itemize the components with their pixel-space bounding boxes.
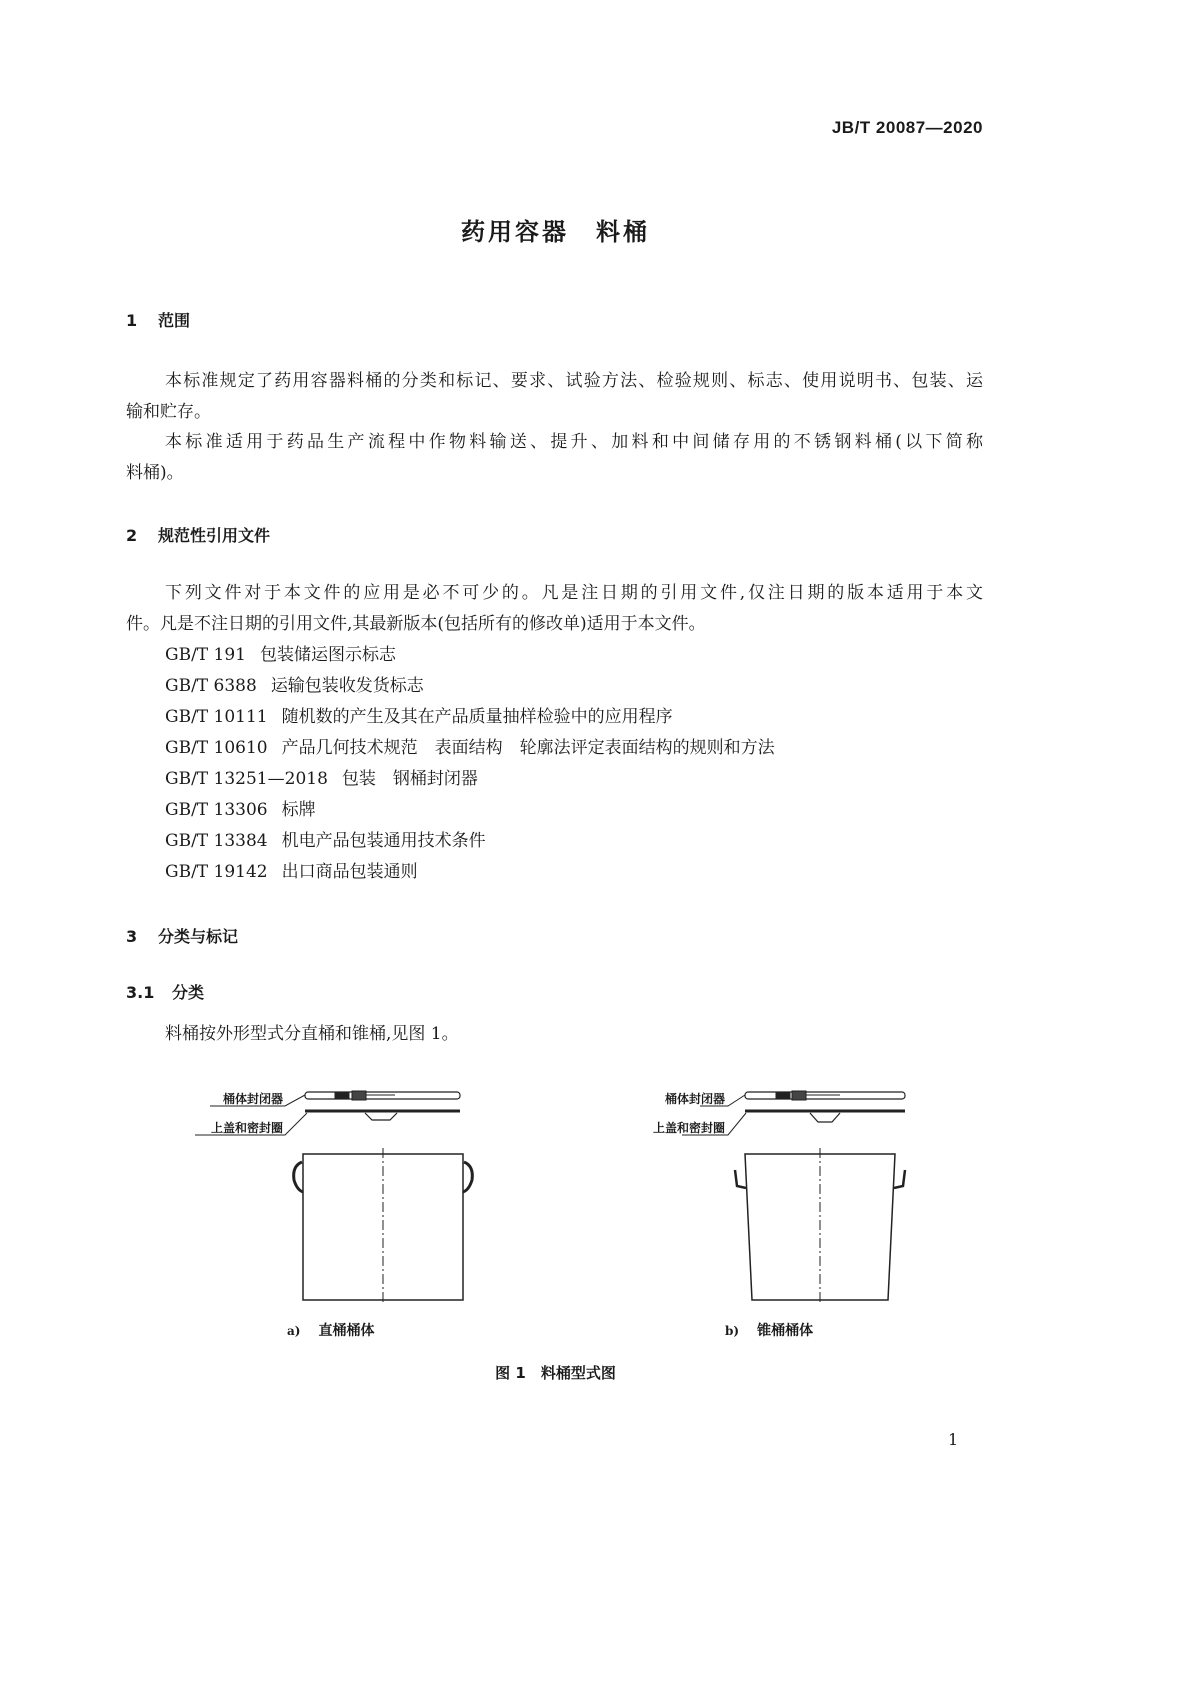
reference-item <box>165 857 418 888</box>
ref-code: GB/T 6388 <box>165 676 257 696</box>
ref-title: 产品几何技术规范 表面结构 轮廓法评定表面结构的规则和方法 <box>281 738 775 758</box>
document-title: 药用容器 料桶 <box>461 218 650 246</box>
ref-code: GB/T 10111 <box>165 707 268 727</box>
ref-title: 运输包装收发货标志 <box>270 676 424 696</box>
subfigure-caption: 直桶桶体 <box>318 1323 375 1339</box>
reference-item <box>165 640 396 671</box>
ref-title: 包装 钢桶封闭器 <box>341 769 478 789</box>
ref-code: GB/T 191 <box>165 645 246 665</box>
subfigure-a-caption <box>287 1320 374 1340</box>
figure-bucket-drawings <box>0 1070 1191 1320</box>
ref-title: 机电产品包装通用技术条件 <box>281 831 486 851</box>
label-lid-and-seal: 上盖和密封圈 <box>210 1121 283 1135</box>
paragraph-line: 输和贮存。 <box>126 402 211 422</box>
reference-item <box>165 795 316 826</box>
paragraph-line: 件。凡是不注日期的引用文件,其最新版本(包括所有的修改单)适用于本文件。 <box>126 614 706 634</box>
subfigure-tag: a) <box>287 1324 301 1338</box>
section-number: 2 <box>126 526 138 545</box>
section-3-heading <box>126 924 238 947</box>
section-title: 规范性引用文件 <box>158 526 271 545</box>
section-title: 范围 <box>158 311 191 330</box>
ref-title: 出口商品包装通则 <box>281 862 418 882</box>
section-title: 分类 <box>172 983 205 1002</box>
subfigure-tag: b) <box>725 1324 740 1338</box>
section-number: 3 <box>126 927 138 946</box>
standard-number: JB/T 20087—2020 <box>831 118 983 137</box>
section-2-heading <box>126 523 270 546</box>
ref-code: GB/T 13251—2018 <box>165 769 328 789</box>
ref-title: 随机数的产生及其在产品质量抽样检验中的应用程序 <box>281 707 673 727</box>
label-closure: 桶体封闭器 <box>222 1092 283 1106</box>
paragraph-line: 下列文件对于本文件的应用是必不可少的。凡是注日期的引用文件,仅注日期的版本适用于本文 <box>165 583 983 603</box>
section-3-1-heading <box>126 980 204 1003</box>
section-title: 分类与标记 <box>158 927 239 946</box>
reference-item <box>165 702 673 733</box>
paragraph-line: 本标准适用于药品生产流程中作物料输送、提升、加料和中间储存用的不锈钢料桶(以下简称 <box>165 432 983 452</box>
ref-title: 包装储运图示标志 <box>260 645 396 665</box>
subfigure-b-caption <box>725 1320 813 1340</box>
reference-item <box>165 826 486 857</box>
section-1-heading <box>126 308 190 331</box>
paragraph-line: 料桶按外形型式分直桶和锥桶,见图 1。 <box>165 1024 459 1044</box>
ref-code: GB/T 10610 <box>165 738 268 758</box>
paragraph-line: 料桶)。 <box>126 463 184 483</box>
ref-code: GB/T 13306 <box>165 800 268 820</box>
reference-item <box>165 764 478 795</box>
reference-item <box>165 733 775 764</box>
ref-code: GB/T 13384 <box>165 831 268 851</box>
figure-title: 图 1 料桶型式图 <box>495 1364 616 1382</box>
reference-item <box>165 671 424 702</box>
ref-title: 标牌 <box>281 800 316 820</box>
paragraph-line: 本标准规定了药用容器料桶的分类和标记、要求、试验方法、检验规则、标志、使用说明书、包装、运 <box>165 371 983 391</box>
label-lid-and-seal: 上盖和密封圈 <box>652 1121 725 1135</box>
subfigure-caption: 锥桶桶体 <box>757 1323 814 1339</box>
section-number: 3.1 <box>126 983 155 1002</box>
page-number: 1 <box>948 1430 959 1449</box>
label-closure: 桶体封闭器 <box>664 1092 725 1106</box>
ref-code: GB/T 19142 <box>165 862 268 882</box>
section-number: 1 <box>126 311 138 330</box>
